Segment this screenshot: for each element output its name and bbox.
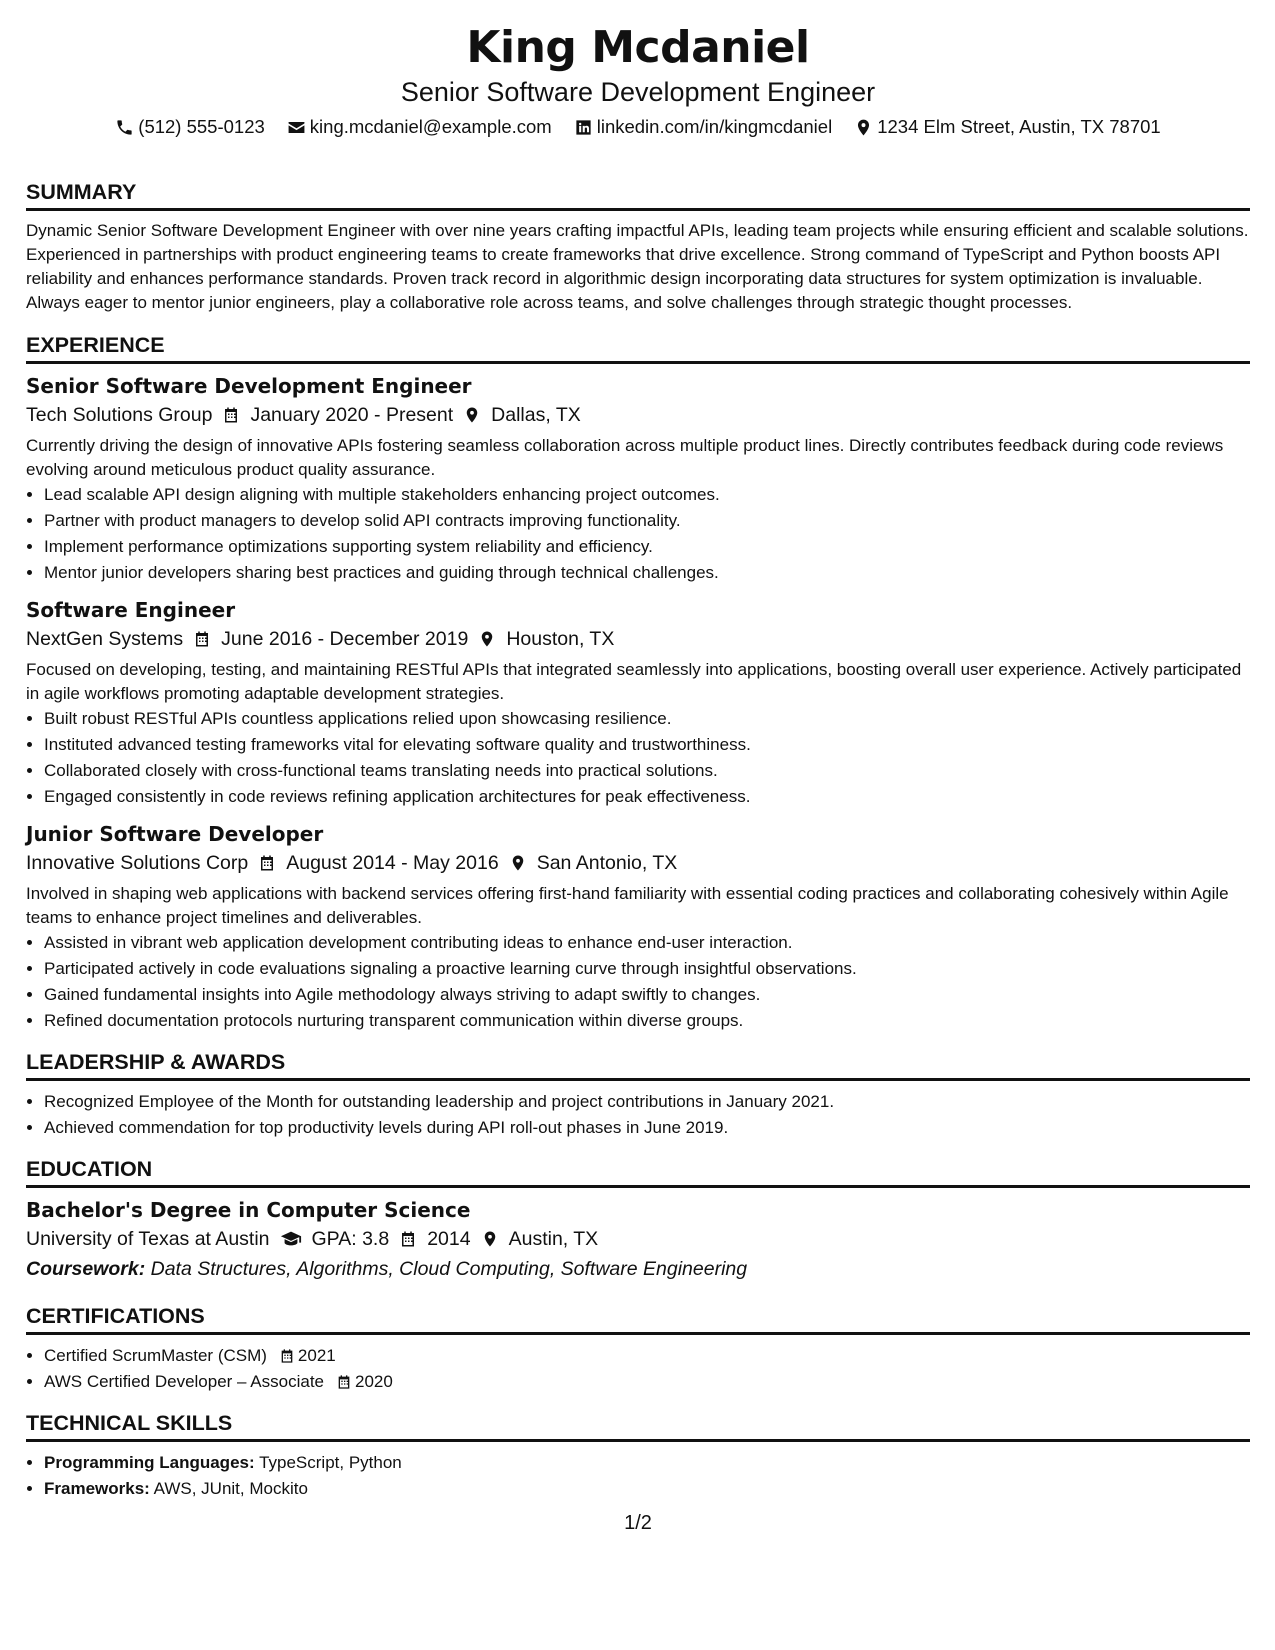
list-item: • Implement performance optimizations supporting system reliability and efficiency.: [44, 534, 1250, 560]
cert-name: • Certified ScrumMaster (CSM): [44, 1346, 267, 1365]
education-location: [481, 1224, 599, 1254]
experience-heading: EXPERIENCE: [26, 331, 1250, 364]
candidate-name: King Mcdaniel: [466, 22, 810, 73]
skill-label: Frameworks:: [44, 1479, 150, 1498]
map-pin-icon: [463, 406, 481, 424]
list-item: • Recognized Employee of the Month for outstanding leadership and project contributions in January 2021.: [44, 1089, 1250, 1115]
list-item: [44, 1369, 1250, 1395]
graduation-cap-icon: [280, 1228, 302, 1250]
skills-heading: TECHNICAL SKILLS: [26, 1409, 1250, 1442]
job-location-text: Dallas, TX: [491, 404, 581, 426]
job-meta: [26, 400, 1250, 430]
job-dates: [193, 624, 468, 654]
list-item: • Built robust RESTful APIs countless applications relied upon showcasing resilience.: [44, 706, 1250, 732]
job-dates-text: January 2020 - Present: [250, 404, 454, 426]
job-location: [478, 624, 614, 654]
job-title: Senior Software Development Engineer: [26, 374, 472, 398]
job-company: Innovative Solutions Corp: [26, 852, 249, 874]
skills-section: [26, 1409, 1250, 1502]
list-item: • Mentor junior developers sharing best practices and guiding through technical challenges.: [44, 560, 1250, 586]
calendar-icon: [399, 1230, 417, 1248]
summary-section: [26, 178, 1250, 315]
skill-value: TypeScript, Python: [259, 1453, 402, 1472]
list-item: • Engaged consistently in code reviews refining application architectures for peak effectiveness.: [44, 784, 1250, 810]
skills-list: [26, 1450, 1250, 1502]
map-pin-icon: [509, 854, 527, 872]
job-location: [509, 848, 678, 878]
education-meta: [26, 1224, 1250, 1254]
year-text: 2014: [427, 1228, 471, 1250]
address-text: 1234 Elm Street, Austin, TX 78701: [877, 116, 1161, 137]
phone-text: (512) 555-0123: [138, 116, 265, 137]
contact-bar: [26, 114, 1250, 140]
job-entry: [26, 372, 1250, 586]
cert-name: • AWS Certified Developer – Associate: [44, 1372, 324, 1391]
calendar-icon: [193, 630, 211, 648]
list-item: • Refined documentation protocols nurturing transparent communication within diverse groups.: [44, 1008, 1250, 1034]
list-item: • Instituted advanced testing frameworks vital for elevating software quality and trustworthiness.: [44, 732, 1250, 758]
education-heading: EDUCATION: [26, 1155, 1250, 1188]
job-dates-text: June 2016 - December 2019: [221, 628, 469, 650]
job-description: Involved in shaping web applications with backend services offering first-hand familiarity with essential coding practices and collaborating cohesively within Agile teams to enhance project timelines and deliverables.: [26, 884, 1229, 927]
coursework-text: Data Structures, Algorithms, Cloud Computing, Software Engineering: [150, 1258, 748, 1280]
envelope-icon: [287, 118, 306, 137]
cert-line: [44, 1343, 336, 1369]
list-item: • Achieved commendation for top productivity levels during API roll-out phases in June 2019.: [44, 1115, 1250, 1141]
degree-title: Bachelor's Degree in Computer Science: [26, 1198, 471, 1222]
job-location-text: Houston, TX: [506, 628, 615, 650]
leadership-section: [26, 1048, 1250, 1141]
coursework-label: Coursework:: [26, 1258, 146, 1280]
calendar-icon: [222, 406, 240, 424]
phone-icon: [115, 118, 134, 137]
calendar-icon: [258, 854, 276, 872]
gpa-text: GPA: 3.8: [311, 1228, 390, 1250]
job-meta: [26, 848, 1250, 878]
job-dates: [258, 848, 498, 878]
job-description: Focused on developing, testing, and maintaining RESTful APIs that integrated seamlessly into applications, boosting overall user experience. Actively participated in agile workflows promoting adaptable development strategies.: [26, 660, 1242, 703]
coursework: [26, 1254, 1250, 1284]
list-item: [44, 1450, 1250, 1476]
leadership-list: [26, 1089, 1250, 1141]
page-number: 1/2: [624, 1512, 652, 1534]
education-gpa: [280, 1224, 390, 1254]
contact-email[interactable]: [287, 114, 552, 140]
summary-text: Dynamic Senior Software Development Engineer with over nine years crafting impactful APIs, leading team projects while ensuring efficient and scalable solutions. Experienced in partnerships with product engineering teams to create frameworks that drive excellence. Strong command of TypeScript and Python boosts API reliability and enhances performance standards. Proven track record in algorithmic design incorporating data structures for system optimization is invaluable. Always eager to mentor junior engineers, play a collaborative role across teams, and solve challenges through strategic thought processes.: [26, 221, 1249, 312]
skill-value: AWS, JUnit, Mockito: [153, 1479, 308, 1498]
job-location-text: San Antonio, TX: [536, 852, 678, 874]
experience-section: [26, 331, 1250, 1034]
cert-year: [336, 1369, 393, 1395]
leadership-heading: LEADERSHIP & AWARDS: [26, 1048, 1250, 1081]
education-location-text: Austin, TX: [508, 1228, 599, 1250]
job-dates: [222, 400, 453, 430]
cert-year-text: 2020: [355, 1372, 393, 1391]
job-bullets: [26, 930, 1250, 1034]
job-dates-text: August 2014 - May 2016: [286, 852, 499, 874]
list-item: • Participated actively in code evaluations signaling a proactive learning curve through insightful observations.: [44, 956, 1250, 982]
map-pin-icon: [478, 630, 496, 648]
calendar-icon: [336, 1374, 352, 1390]
education-section: [26, 1155, 1250, 1284]
contact-phone[interactable]: [115, 114, 265, 140]
map-pin-icon: [854, 118, 873, 137]
list-item: • Lead scalable API design aligning with multiple stakeholders enhancing project outcomes.: [44, 482, 1250, 508]
resume-header: [26, 20, 1250, 140]
school-name: University of Texas at Austin: [26, 1228, 270, 1250]
job-meta: [26, 624, 1250, 654]
list-item: • Gained fundamental insights into Agile methodology always striving to adapt swiftly to changes.: [44, 982, 1250, 1008]
linkedin-icon: [574, 118, 593, 137]
map-pin-icon: [481, 1230, 499, 1248]
job-title: Software Engineer: [26, 598, 236, 622]
list-item: [44, 1343, 1250, 1369]
job-company: NextGen Systems: [26, 628, 184, 650]
list-item: [44, 1476, 1250, 1502]
certifications-section: [26, 1302, 1250, 1395]
contact-address: [854, 114, 1161, 140]
calendar-icon: [279, 1348, 295, 1364]
skill-label: Programming Languages:: [44, 1453, 255, 1472]
certifications-list: [26, 1343, 1250, 1395]
job-location: [463, 400, 581, 430]
job-entry: [26, 820, 1250, 1034]
cert-year-text: 2021: [297, 1346, 336, 1365]
candidate-title: Senior Software Development Engineer: [400, 77, 876, 107]
resume-page: [26, 20, 1250, 1534]
contact-linkedin[interactable]: [574, 114, 832, 140]
certifications-heading: CERTIFICATIONS: [26, 1302, 1250, 1335]
job-bullets: [26, 482, 1250, 586]
job-entry: [26, 596, 1250, 810]
list-item: • Partner with product managers to develop solid API contracts improving functionality.: [44, 508, 1250, 534]
linkedin-text: linkedin.com/in/kingmcdaniel: [596, 116, 833, 137]
education-year: [399, 1224, 470, 1254]
summary-heading: SUMMARY: [26, 178, 1250, 211]
job-title: Junior Software Developer: [26, 822, 324, 846]
email-text: king.mcdaniel@example.com: [309, 116, 552, 137]
list-item: • Collaborated closely with cross-functional teams translating needs into practical solutions.: [44, 758, 1250, 784]
job-company: Tech Solutions Group: [26, 404, 213, 426]
job-bullets: [26, 706, 1250, 810]
list-item: • Assisted in vibrant web application development contributing ideas to enhance end-user interaction.: [44, 930, 1250, 956]
cert-year: [279, 1343, 336, 1369]
job-description: Currently driving the design of innovative APIs fostering seamless collaboration across multiple product lines. Directly contributes feedback during code reviews evolving around meticulous product quality assurance.: [26, 436, 1224, 479]
cert-line: [44, 1369, 393, 1395]
